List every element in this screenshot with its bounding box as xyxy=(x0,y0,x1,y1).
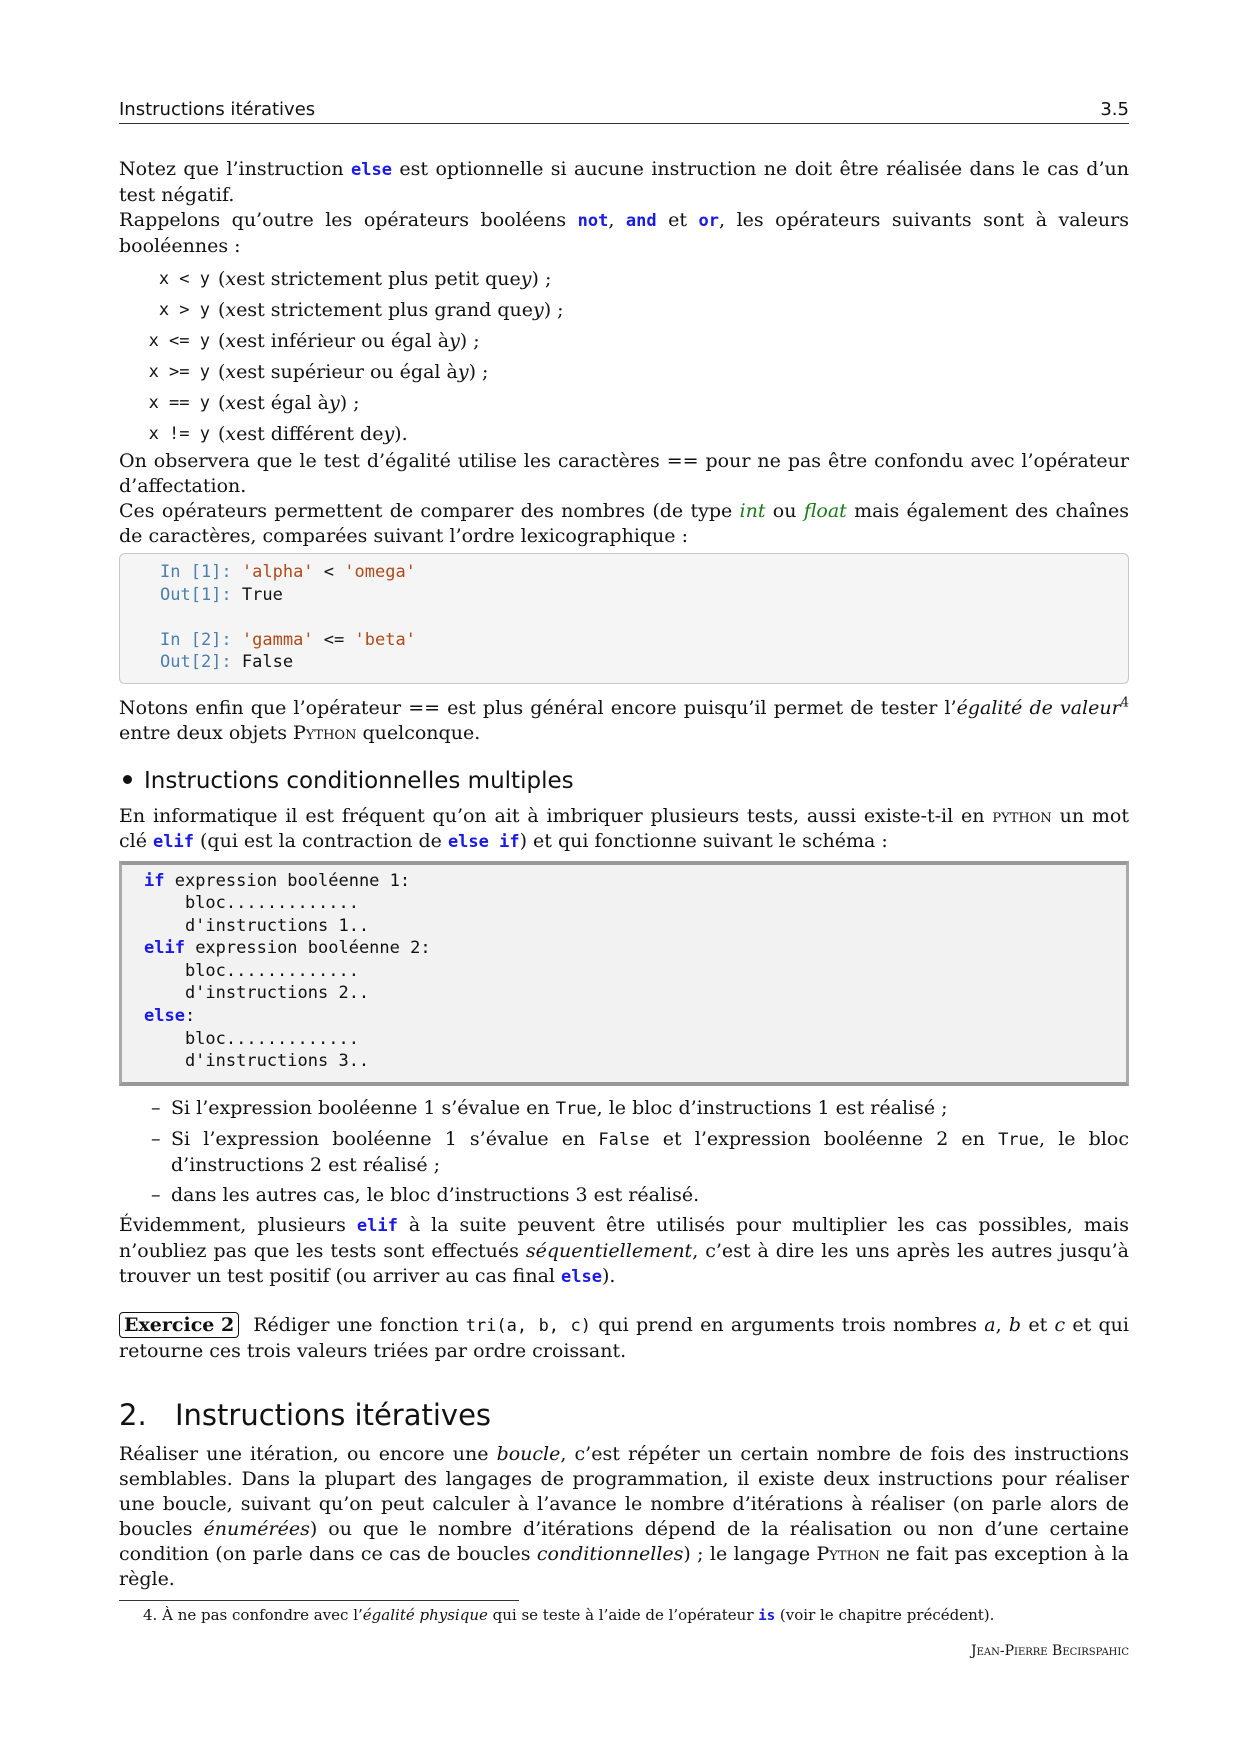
running-header xyxy=(119,97,1129,124)
exercise: Exercice 2 Rédiger une fonction tri(a, b, c) qui prend en arguments trois nombres a, b et c et qui retourne ces trois valeurs triées par ordre croissant. xyxy=(119,1313,1129,1362)
code-line: d'instructions 1.. xyxy=(144,915,370,936)
list-item: – Si l’expression booléenne 1 s’évalue en True, le bloc d’instructions 1 est réalisé ; xyxy=(151,1096,948,1119)
code-line: Out[1]: True xyxy=(160,584,283,605)
content xyxy=(119,157,1129,1626)
header-title: Instructions itératives xyxy=(119,99,316,120)
paragraph-boolean-operators: Rappelons qu’outre les opérateurs booléens not, and et or, les opérateurs suivants sont à valeurs booléennes : xyxy=(119,209,1129,257)
code-line: In [1]: 'alpha' < 'omega' xyxy=(160,562,416,582)
footnote-mark[interactable]: 4 xyxy=(1120,695,1129,711)
paragraph-else-optional: Notez que l’instruction else est optionnelle si aucune instruction ne doit être réalisée dans le cas d’un test négatif. xyxy=(119,158,1129,206)
code-line: In [2]: 'gamma' <= 'beta' xyxy=(160,629,416,650)
section-heading: 2. Instructions itératives xyxy=(119,1397,492,1432)
bullet-icon xyxy=(123,775,132,784)
paragraph-iteration: Réaliser une itération, ou encore une boucle, c’est répéter un certain nombre de fois des instructions semblables. Dans la plupart des langages de programmation, il existe deux instructions pour réaliser une boucle, suivant qu’on peut calculer à l’avance le nombre d’itérations à réaliser (on parle alors de boucles énumérées) ou que le nombre d’itérations dépend de la réalisation ou non d’une certaine condition (on parle dans ce cas de boucles conditionnelles) ; le langage Python ne fait pas exception à la règle. xyxy=(119,1442,1129,1590)
code-line: bloc............. xyxy=(144,1028,359,1049)
paragraph-elif: En informatique il est fréquent qu’on ait à imbriquer plusieurs tests, aussi existe-t-il en python un mot clé elif (qui est la contraction de else if) et qui fonctionne suivant le schéma : xyxy=(119,804,1129,852)
code-line: if expression booléenne 1: xyxy=(144,870,411,891)
list-item: – Si l’expression booléenne 1 s’évalue en False et l’expression booléenne 2 en True, le bloc d’instructions 2 est réalisé ; xyxy=(151,1127,1129,1176)
footnote-divider xyxy=(119,1600,519,1601)
operator-item: x >= y ( x est supérieur ou égal à y ) ; xyxy=(148,360,489,383)
code-line: else: xyxy=(144,1006,196,1027)
code-line: bloc............. xyxy=(144,893,359,914)
operator-item: x != y ( x est différent de y ). xyxy=(148,422,408,445)
code-line: d'instructions 3.. xyxy=(144,1051,370,1072)
footnote: 4. À ne pas confondre avec l’égalité physique qui se teste à l’aide de l’opérateur is (voir le chapitre précédent). xyxy=(143,1605,995,1624)
code-line-blank xyxy=(160,607,1128,630)
code-block-schema xyxy=(119,861,1129,1086)
code-line: bloc............. xyxy=(144,960,359,981)
ipython-console xyxy=(119,553,1129,684)
cases-list xyxy=(119,1096,1129,1208)
operator-item: x == y ( x est égal à y ) ; xyxy=(148,391,360,414)
header-page-number: 3.5 xyxy=(1100,99,1129,120)
paragraph-equality-value: Notons enfin que l’opérateur == est plus général encore puisqu’il permet de tester l’égalité de valeur$^4$ entre deux objets Python quelconque. xyxy=(119,695,1129,744)
code-line: elif expression booléenne 2: xyxy=(144,938,431,959)
list-item: – dans les autres cas, le bloc d’instructions 3 est réalisé. xyxy=(151,1183,700,1206)
code-line: Out[2]: False xyxy=(160,652,294,672)
operator-item: x <= y ( x est inférieur ou égal à y ) ; xyxy=(148,329,480,352)
subsection-heading: Instructions conditionnelles multiples xyxy=(119,768,1129,798)
operator-item: x < y ( x est strictement plus petit que y ) ; xyxy=(158,267,552,290)
exercise-label: Exercice 2 xyxy=(119,1312,239,1338)
operator-list xyxy=(119,263,1129,449)
author-footer: Jean-Pierre Becirspahic xyxy=(970,1643,1129,1659)
paragraph-compare: Ces opérateurs permettent de comparer des nombres (de type int ou float mais également des chaînes de caractères, comparées suivant l’ordre lexicographique : xyxy=(119,500,1129,547)
paragraph-equality-test: On observera que le test d’égalité utilise les caractères == pour ne pas être confondu avec l’opérateur d’affectation. xyxy=(119,450,1129,497)
paragraph-sequential: Évidemment, plusieurs elif à la suite peuvent être utilisés pour multiplier les cas possibles, mais n’oubliez pas que les tests sont effectués séquentiellement, c’est à dire les uns après les autres jusqu’à trouver un test positif (ou arriver au cas final else). xyxy=(119,1213,1129,1287)
code-line: d'instructions 2.. xyxy=(144,983,370,1004)
operator-item: x > y ( x est strictement plus grand que y ) ; xyxy=(158,298,564,321)
